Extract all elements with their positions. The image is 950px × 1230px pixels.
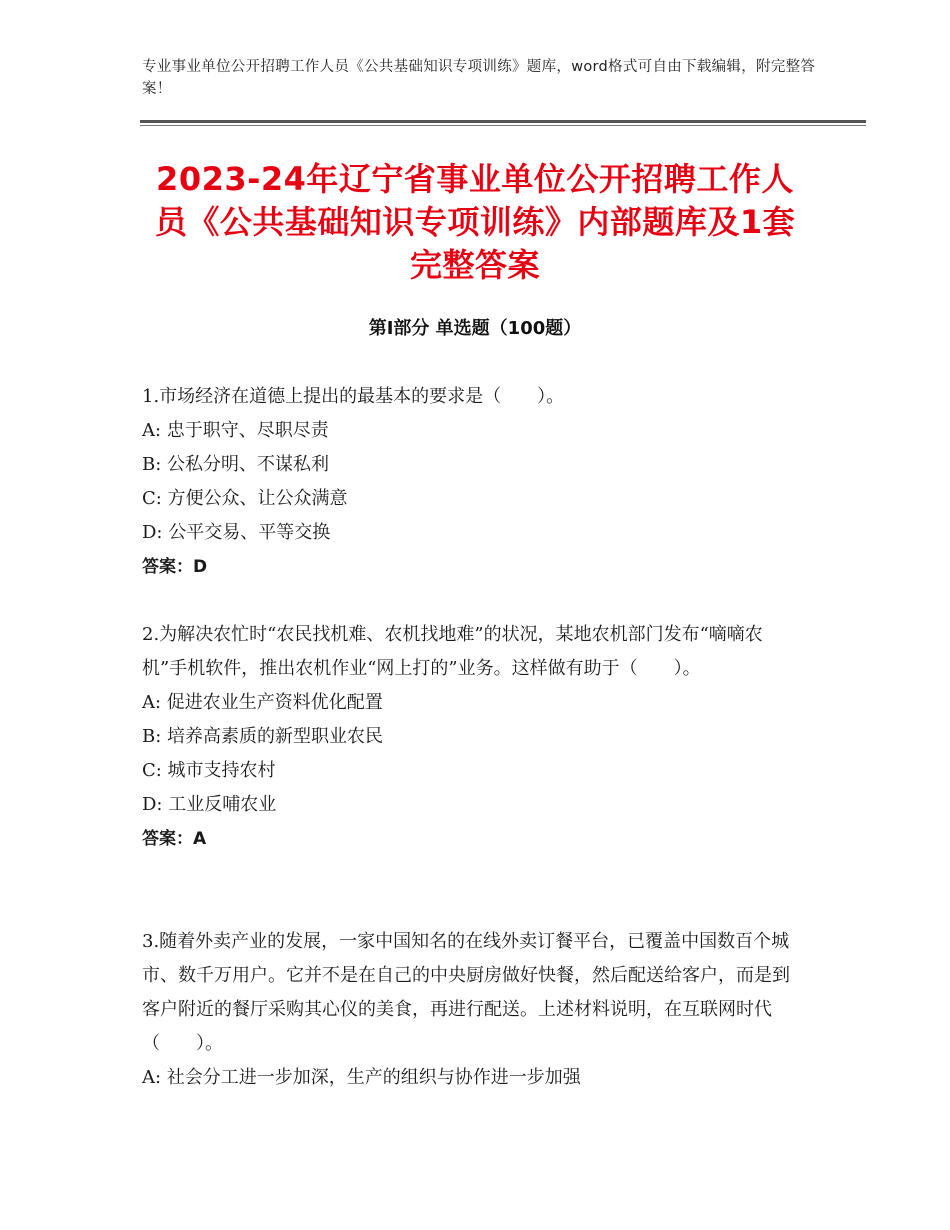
option-a: A: 社会分工进一步加深，生产的组织与协作进一步加强 [142,1067,581,1088]
option-b: B: 公私分明、不谋私利 [142,454,330,475]
header-divider-thin [140,125,866,126]
question-3 [142,925,802,1095]
question-stem: 3.随着外卖产业的发展，一家中国知名的在线外卖订餐平台，已覆盖中国数百个城市、数千万用户。它并不是在自己的中央厨房做好快餐，然后配送给客户，而是到客户附近的餐厅采购其心仪的美食，再进行配送。上述材料说明，在互联网时代（ ）。 [142,931,790,1054]
option-c: C: 城市支持农村 [142,760,276,781]
question-2 [142,618,802,856]
question-stem: 1.市场经济在道德上提出的最基本的要求是（ ）。 [142,386,565,407]
document-title: 2023-24年辽宁省事业单位公开招聘工作人员《公共基础知识专项训练》内部题库及1套完整答案 [154,160,796,284]
option-b: B: 培养高素质的新型职业农民 [142,726,384,747]
option-a: A: 促进农业生产资料优化配置 [142,692,383,713]
question-1 [142,380,802,584]
header-note: 专业事业单位公开招聘工作人员《公共基础知识专项训练》题库，word格式可自由下载编辑，附完整答案！ [142,59,816,97]
header-divider-thick [140,120,866,123]
option-a: A: 忠于职守、尽职尽责 [142,420,329,441]
option-d: D: 公平交易、平等交换 [142,522,331,543]
option-d: D: 工业反哺农业 [142,794,277,815]
option-c: C: 方便公众、让公众满意 [142,488,348,509]
question-stem: 2.为解决农忙时“农民找机难、农机找地难”的状况，某地农机部门发布“嘀嘀农机”手机软件，推出农机作业“网上打的”业务。这样做有助于（ ）。 [142,624,763,679]
answer: 答案：A [142,829,207,849]
section-title: 第I部分 单选题（100题） [368,318,582,339]
answer: 答案：D [142,557,208,577]
